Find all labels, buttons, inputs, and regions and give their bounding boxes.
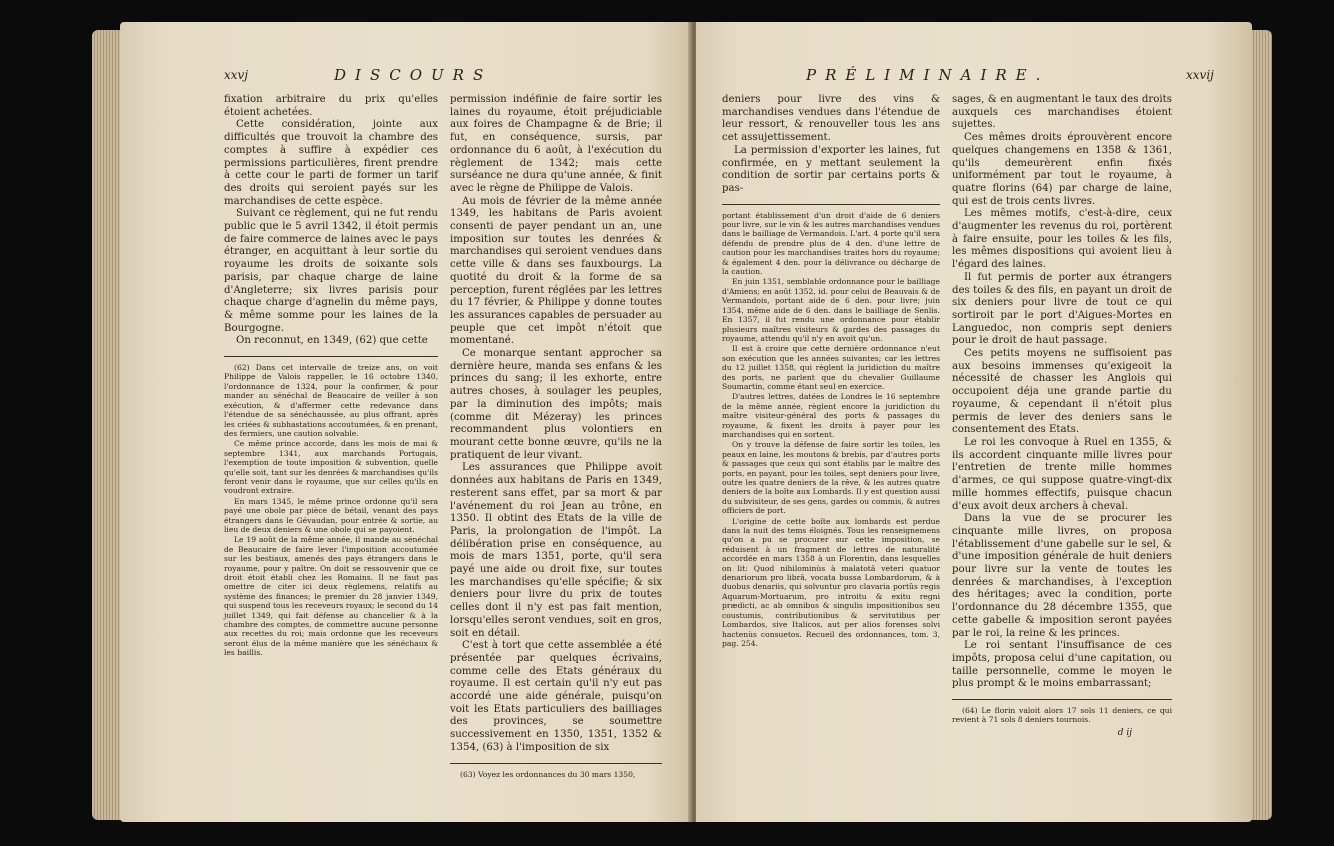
footnote: On y trouve la défense de faire sortir les toiles, les peaux en laine, les moutons & brebis, par d'autres ports & passages que ceux qui sont établis par le maître des ports, en payant, pour les toiles, sept deniers pour livre, outre les quatre deniers de la rêve, & les autres quatre deniers de la boîte aux Lombards. Il y est question aussi du subvisiteur, de ses gens, gardes ou commis, & autres officiers de port. (722, 440, 940, 516)
left-running-head: DISCOURS (334, 66, 493, 84)
footnotes (450, 770, 662, 779)
paragraph: Les mêmes motifs, c'est-à-dire, ceux d'augmenter les revenus du roi, portèrent à faire ensuite, pour les toiles & les fils, les mêmes dispositions qui avoient lieu à l'égard des laines. (952, 208, 1172, 271)
footnote: L'origine de cette boîte aux lombards est perdue dans la nuit des tems éloignés. Tous les renseignemens qu'on a pu se procurer sur cette imposition, se réduisent à un fragment de lettres de naturalité accordée en mars 1358 à un Florentin, dans lesquelles on lit: Quod nihilominùs à malatotâ veteri quatuor denariorum pro librâ, vocata bussa Lombardorum, & à duobus denariis, qui solvuntur pro clavaria portûs regis Aquarum-Mortuarum, pro introitu & exitu regni prædicti, ac ab omnibus & singulis impositionibus seu coustumis, contributionibus & servitutibus per Lombardos, sive Italicos, aut per alios forenses solvi hactenùs consuetos. Recueil des ordonnances, tom. 3, pag. 254. (722, 516, 940, 648)
footnote: Le 19 août de la même année, il mande au sénéchal de Beaucaire de faire lever l'imposition accoutumée sur les bestiaux, amenés des pays étrangers dans le royaume, pour y paître. On doit se ressouvenir que ce droit étoit établi chez les Romains. Il ne faut pas omettre de citer ici deux règlemens, relatifs au système des finances; le premier du 28 janvier 1349, qui suspend tous les receveurs royaux; le second du 14 juillet 1349, qui fait défense au chancelier & à la chambre des comptes, de commettre aucune personne aux recettes du roi; mais ordonne que les receveurs seront élus de la même manière que les sénéchaux & les baillis. (224, 535, 438, 658)
paragraph: Les assurances que Philippe avoit données aux habitans de Paris en 1349, resterent sans effet, par sa mort & par l'avénement du roi Jean au trône, en 1350. Il obtint des Etats de la ville de Paris, la prolongation de l'impôt. La délibération prise en conséquence, au mois de mars 1351, porte, qu'il sera payé une aide ou droit fixe, sur toutes les marchandises qu'elle spécifie; & six deniers pour livre du prix de toutes celles dont il n'y est pas fait mention, lorsqu'elles seront vendues, soit en gros, soit en détail. (450, 462, 662, 639)
right-column-2 (952, 94, 1172, 740)
right-running-head: PRÉLIMINAIRE. (806, 66, 1050, 84)
footnotes (224, 363, 438, 658)
footnote: (62) Dans cet intervalle de treize ans, on voit Philippe de Valois rappeller, le 16 octobre 1340, l'ordonnance de 1324, pour la confirmer, & pour mander au sénéchal de Beaucaire de veiller à son exécution, & d'affermer cette redevance dans l'étendue de sa sénéchaussée, au plus offrant, après les criées & subhastations accoutumées, & en prenant, des fermiers, une caution solvable. (224, 363, 438, 438)
page-edges-right (1250, 30, 1272, 820)
signature-mark: d ij (1117, 727, 1132, 738)
footnote: (63) Voyez les ordonnances du 30 mars 1350, (460, 769, 636, 779)
open-book (92, 22, 1270, 822)
footnote: Ce même prince accorde, dans les mois de mai & septembre 1341, aux marchands Portugais, l'exemption de toute imposition & subvention, quelle qu'elle soit, tant sur les denrées & marchandises qu'ils feront venir dans le royaume, que sur celles qu'ils en voudront extraire. (224, 439, 438, 496)
paragraph: Le roi sentant l'insuffisance de ces impôts, proposa celui d'une capitation, ou taille personnelle, comme le moyen le plus prompt & le moins embarrassant; (952, 640, 1172, 690)
right-folio: xxvij (1186, 68, 1214, 82)
footnote: En juin 1351, semblable ordonnance pour le bailliage d'Amiens; en août 1352, id. pour celui de Beauvais & de Vermandois, portant aide de 6 den. pour livre; juin 1354, même aide de 6 den. dans le bailliage de Senlis. En 1357, il fut rendu une ordonnance pour établir plusieurs maîtres visiteurs & gardes des passages du royaume, attendu qu'il n'y en avoit qu'un. (722, 277, 940, 343)
right-page (696, 22, 1252, 822)
footnotes (722, 211, 940, 649)
paragraph: Dans la vue de se procurer les cinquante mille livres, on proposa l'établissement d'une gabelle sur le sel, & d'une imposition générale de huit deniers pour livre sur la vente de toutes les denrées & marchandises, à l'exception des héritages; avec la condition, porte l'ordonnance du 28 décembre 1355, que cette gabelle & imposition seront payées par le roi, la reine & les princes. (952, 513, 1172, 639)
footnote-rule (450, 763, 662, 764)
footnotes (952, 706, 1172, 725)
paragraph: On reconnut, en 1349, (62) que cette (236, 335, 428, 347)
left-column-1 (224, 94, 438, 659)
paragraph: Ces mêmes droits éprouvèrent encore quelques changemens en 1358 & 1361, qu'ils demeurèrent enfin fixés uniformément par tout le royaume, à quatre florins (64) par charge de laine, qui est de trois cents livres. (952, 132, 1172, 207)
paragraph: Le roi les convoque à Ruel en 1355, & ils accordent cinquante mille livres pour l'entretien de trente mille hommes d'armes, ce qui suppose quatre-vingt-dix mille hommes effectifs, puisque chacun d'eux avoit deux archers à cheval. (952, 436, 1172, 512)
left-folio: xxvj (224, 68, 249, 82)
paragraph: Cette considération, jointe aux difficultés que trouvoit la chambre des comptes à suffire à expédier ces permissions particulières, firent prendre à cette cour le parti de former un tarif des droits qui seroient payés sur les marchandises de cette espèce. (224, 119, 438, 207)
paragraph: Suivant ce règlement, qui ne fut rendu public que le 5 avril 1342, il étoit permis de faire commerce de laines avec le pays étranger, en acquittant à leur sortie du royaume les droits de soixante sols parisis, par chaque charge de laine d'Angleterre; six livres parisis pour chaque charge d'agnelin du même pays, & même somme pour les laines de la Bourgogne. (224, 208, 438, 334)
paragraph: permission indéfinie de faire sortir les laines du royaume, étoit préjudiciable aux foires de Champagne & de Brie; il fut, en conséquence, sursis, par ordonnance du 6 août, à l'exécution du règlement de 1342; mais cette surséance ne dura qu'une année, & finit avec le règne de Philippe de Valois. (450, 94, 662, 194)
footnote-rule (952, 699, 1172, 700)
paragraph: sages, & en augmentant le taux des droits auxquels ces marchandises étoient sujettes. (952, 94, 1172, 131)
footnote-rule (722, 204, 940, 205)
footnote-rule (224, 356, 438, 357)
left-column-2 (450, 94, 662, 780)
left-page (120, 22, 692, 822)
footnote: (64) Le florin valoit alors 17 sols 11 deniers, ce qui revient à 71 sols 8 deniers tournois. (952, 706, 1172, 725)
paragraph: fixation arbitraire du prix qu'elles étoient achetées. (224, 94, 438, 118)
paragraph: C'est à tort que cette assemblée a été présentée par quelques écrivains, comme celle des Etats généraux du royaume. Il est certain qu'il n'y eut pas accordé une aide générale, puisqu'on voit les Etats particuliers des bailliages des provinces, se soumettre successivement en 1350, 1351, 1352 & 1354, (63) à l'imposition de six (450, 640, 662, 753)
paragraph: Au mois de février de la même année 1349, les habitans de Paris avoient consenti de payer pendant un an, une imposition sur toutes les denrées & marchandises qui seroient vendues dans cette ville & dans ses fauxbourgs. La quotité du droit & la forme de sa perception, furent réglées par les lettres du 17 février, & Philippe y donne toutes les assurances capables de persuader au peuple que cet impôt n'étoit que momentané. (450, 195, 662, 347)
paragraph: deniers pour livre des vins & marchandises vendues dans l'étendue de leur ressort, & renouveller tous les ans cet assujettissement. (722, 94, 940, 144)
page-edges-left (92, 30, 122, 820)
paragraph: La permission d'exporter les laines, fut confirmée, en y mettant seulement la condition de sortir par certains ports & pas- (722, 144, 940, 194)
right-column-1 (722, 94, 940, 649)
paragraph: Il fut permis de porter aux étrangers des toiles & des fils, en payant un droit de six deniers pour livre de tout ce qui sortiroit par le port d'Aigues-Mortes en Languedoc, non compris sept deniers pour le droit de haut passage. (952, 271, 1172, 347)
footnote: En mars 1345, le même prince ordonne qu'il sera payé une obole par pièce de bétail, venant des pays étrangers dans le Gévaudan, pour entrée & sortie, au lieu de deux deniers & une obole qui se payoient. (224, 496, 438, 534)
footnote: portant établissement d'un droit d'aide de 6 deniers pour livre, sur le vin & les autres marchandises vendues dans le bailliage de Vermandois. L'art. 4 porte qu'il sera défendu de prendre plus de 4 den. d'une lettre de caution pour les marchandises traites hors du royaume; & également 4 den. pour la délivrance ou décharge de la caution. (722, 210, 940, 277)
footnote: D'autres lettres, datées de Londres le 16 septembre de la même année, règlent encore la juridiction du maître visiteur-général des ports & passages du royaume, & fixent les droits à payer pour les marchandises qui en sortent. (722, 392, 940, 439)
paragraph: Ce monarque sentant approcher sa dernière heure, manda ses enfans & les princes du sang; il les exhorte, entre autres choses, à soulager les peuples, par la diminution des impôts; mais (comme dit Mézeray) les princes recommandent plus volontiers en mourant cette bonne œuvre, qu'ils ne la pratiquent de leur vivant. (450, 348, 662, 461)
footnote: Il est à croire que cette dernière ordonnance n'eut son exécution que les années suivantes; car les lettres du 12 juillet 1358, qui règlent la juridiction du maître des ports, ne parlent que du chevalier Guillaume Soumartin, comme étant seul en exercice. (722, 344, 940, 391)
paragraph: Ces petits moyens ne suffisoient pas aux besoins immenses qu'exigeoit la nécessité de chasser les Anglois qui occupoient déja une grande partie du royaume, & cependant il n'étoit plus permis de lever des deniers sans le consentement des Etats. (952, 348, 1172, 436)
